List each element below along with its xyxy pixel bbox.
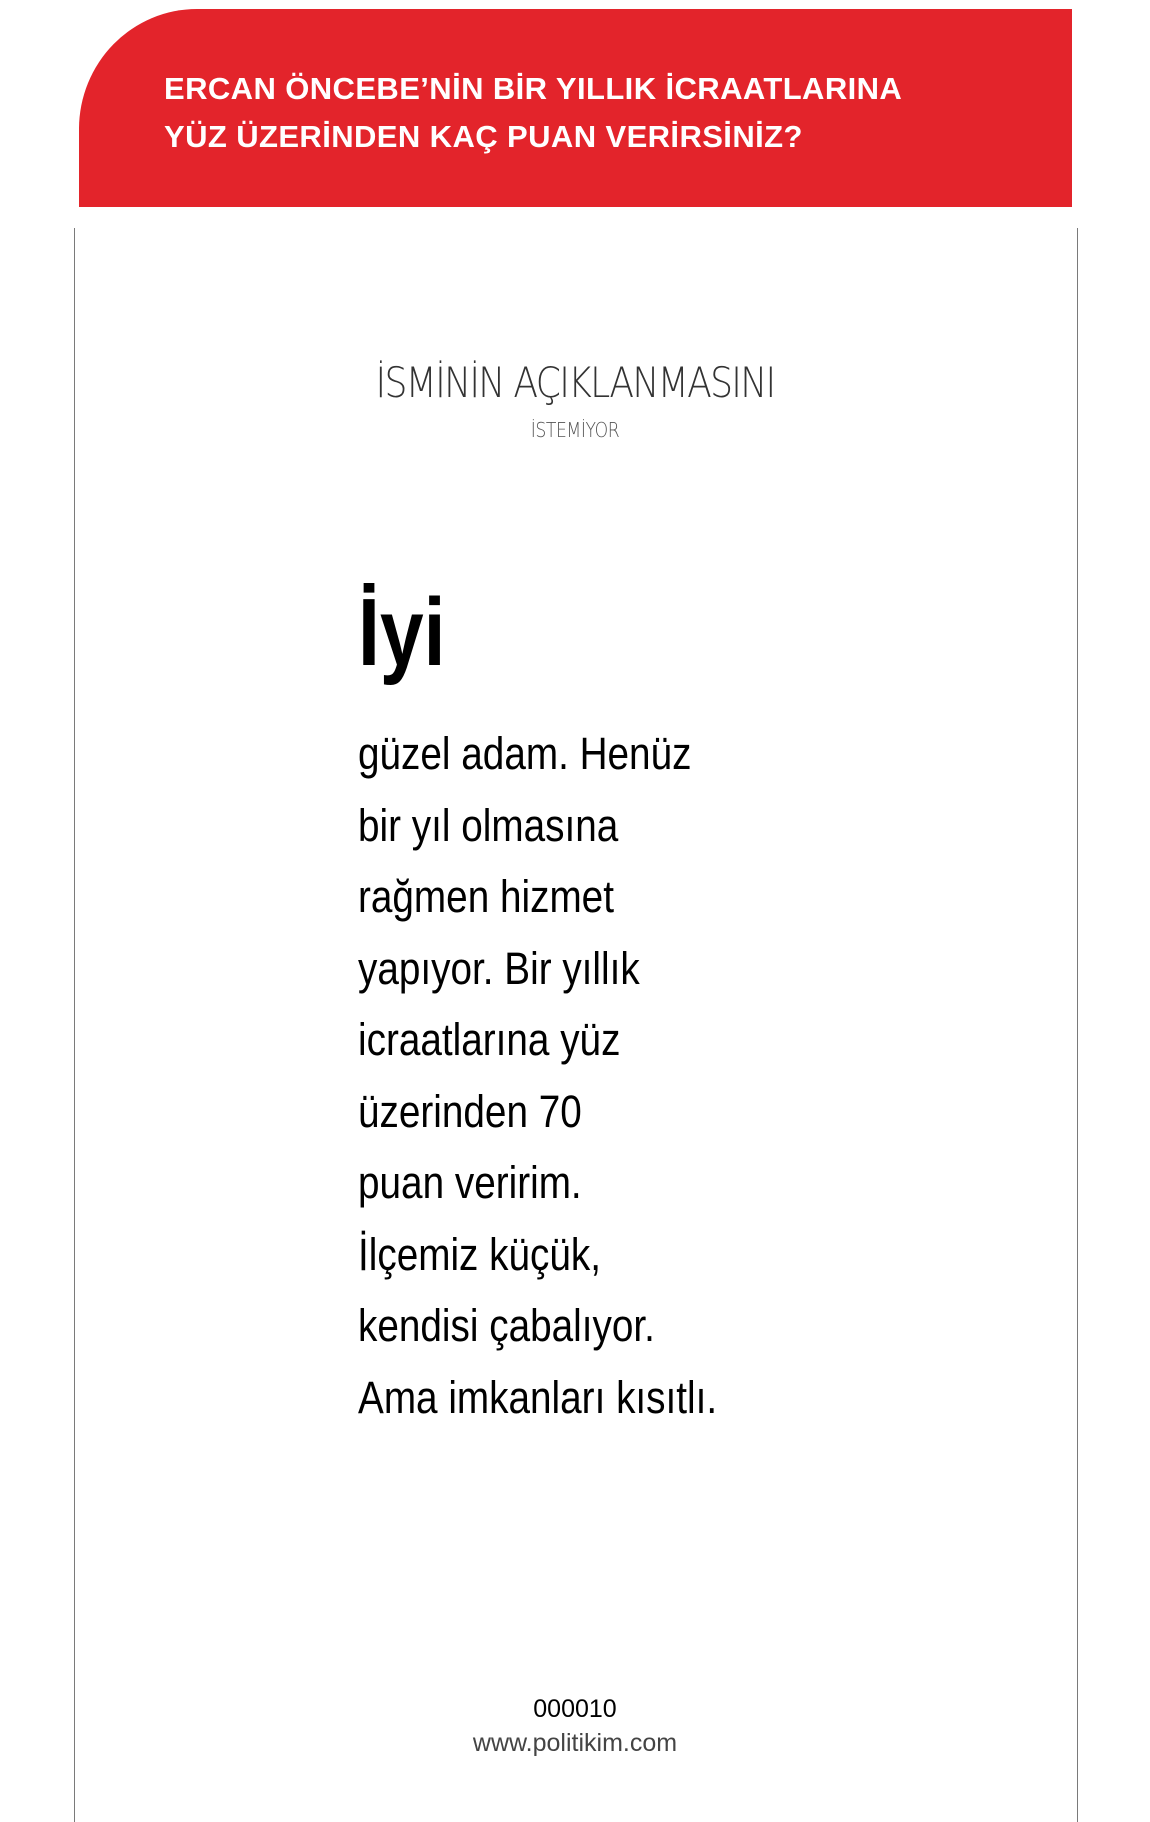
site-link[interactable]: www.politikim.com [472, 1729, 678, 1757]
respondent-subtitle: İSTEMİYOR [530, 418, 620, 442]
question-title [164, 65, 902, 161]
answer-id: 000010 [533, 1695, 617, 1723]
answer-comment: güzel adam. Henüz bir yıl olmasına rağmen hizmet yapıyor. Bir yıllık icraatlarına yüz üzerinden 70 puan veririm. İlçemiz küçük, kendisi çabalıyor. Ama imkanları kısıtlı. [358, 728, 718, 1423]
answer-verdict: İyi [358, 579, 446, 686]
right-frame-divider [1077, 228, 1078, 1822]
question-title-line-1: ERCAN ÖNCEBE’NİN BİR YILLIK İCRAATLARINA [164, 71, 903, 106]
respondent-name: İSMİNİN AÇIKLANMASINI [375, 358, 775, 407]
question-title-line-2: YÜZ ÜZERİNDEN KAÇ PUAN VERİRSİNİZ? [164, 119, 803, 154]
left-frame-divider [74, 228, 75, 1822]
header-banner [79, 9, 1072, 207]
